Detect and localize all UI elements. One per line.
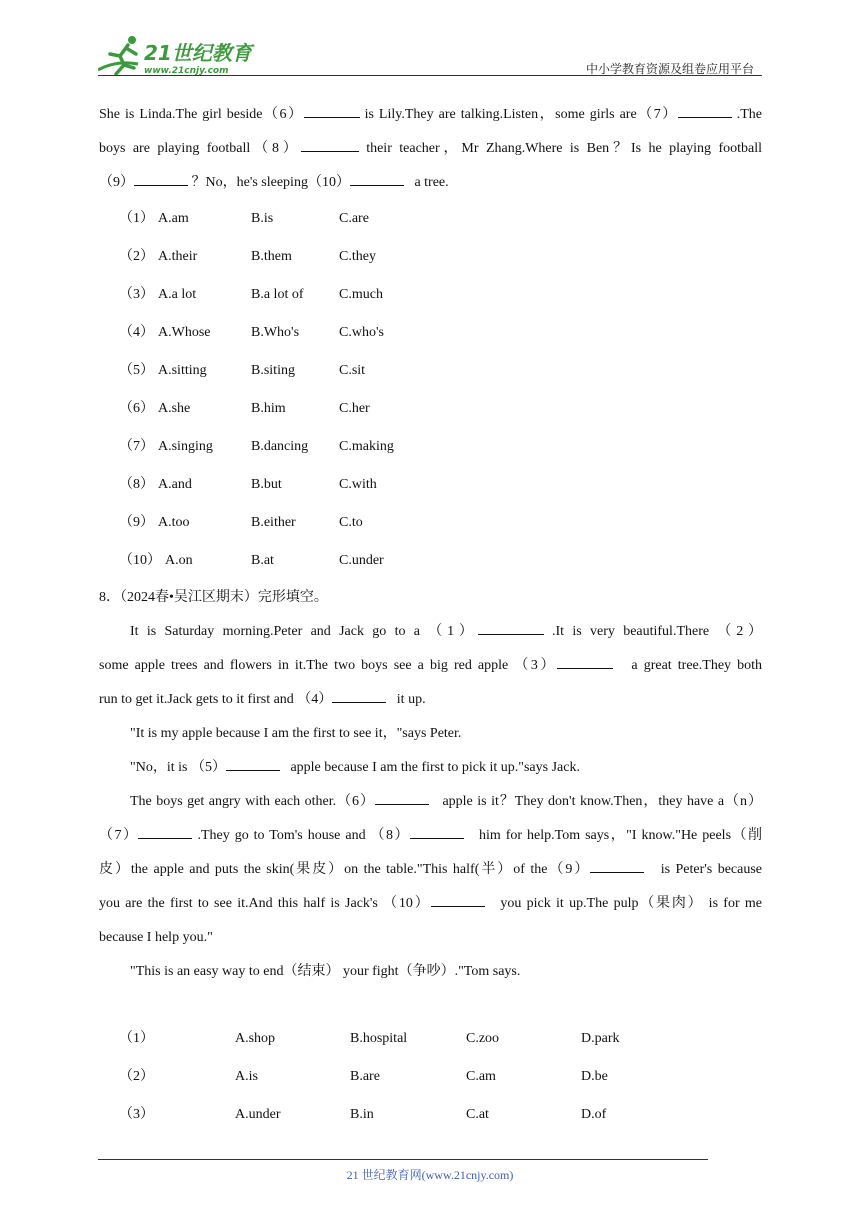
option-b[interactable]: B.him [251, 401, 286, 416]
passage-line [99, 166, 762, 200]
option-b[interactable]: B.Who's [251, 325, 300, 340]
passage-line [99, 853, 762, 887]
answer-blank [375, 790, 429, 805]
option-b[interactable]: B.but [251, 477, 282, 492]
passage-text: ？No，he's sleeping（10） [191, 175, 350, 190]
passage-text: their teacher，Mr Zhang.Where is Ben？Is he playing football [366, 141, 762, 156]
option-number: （3） [119, 1107, 154, 1122]
passage-line [99, 785, 762, 819]
passage-text: （7） [99, 828, 139, 843]
option-a[interactable]: A.their [158, 249, 198, 264]
passage-text: boys are playing football（8） [99, 141, 301, 156]
passage-text: him for help.Tom says，"I know."He peels（削 [478, 828, 762, 843]
passage-line [99, 98, 762, 132]
option-d[interactable]: D.be [581, 1069, 608, 1084]
passage-text: .The [736, 107, 763, 122]
passage-text: It is Saturday morning.Peter and Jack go to a （1） [130, 624, 478, 639]
passage-line [99, 615, 762, 649]
header-divider [98, 75, 762, 76]
option-c[interactable]: C.to [339, 515, 363, 530]
passage-text: The boys get angry with each other.（6） [130, 794, 376, 809]
option-c[interactable]: C.making [339, 439, 394, 454]
option-b[interactable]: B.a lot of [251, 287, 304, 302]
option-d[interactable]: D.park [581, 1031, 620, 1046]
runner-logo-icon [98, 34, 258, 76]
passage-text: you are the first to see it.And this half is Jack's （10） [99, 896, 431, 911]
option-b[interactable]: B.either [251, 515, 296, 530]
option-number: （10） [119, 553, 161, 568]
passage-text: you pick it up.The pulp（果肉） is for me [500, 896, 763, 911]
passage-text: apple is it？They don't know.Then，they have a（n） [442, 794, 763, 809]
option-number: （1） [119, 211, 154, 226]
passage-text: a great tree.They both [631, 658, 763, 673]
option-b[interactable]: B.hospital [350, 1031, 408, 1046]
answer-blank [431, 892, 485, 907]
option-a[interactable]: A.on [165, 553, 193, 568]
option-c[interactable]: C.much [339, 287, 383, 302]
page-header [98, 30, 762, 78]
answer-blank [332, 688, 386, 703]
answer-blank [478, 620, 544, 635]
option-a[interactable]: A.sitting [158, 363, 207, 378]
passage-text: 皮）the apple and puts the skin(果皮）on the table."This half(半）of the（9） [99, 862, 591, 877]
option-c[interactable]: C.zoo [466, 1031, 500, 1046]
passage-text: "No，it is （5） [130, 760, 226, 775]
passage-text: a tree. [414, 175, 449, 190]
passage-line [99, 649, 762, 683]
passage-line: "It is my apple because I am the first to see it，"says Peter. [130, 726, 462, 741]
option-c[interactable]: C.sit [339, 363, 366, 378]
answer-blank [350, 171, 404, 186]
platform-name: 中小学教育资源及组卷应用平台 [585, 62, 754, 76]
answer-blank [301, 137, 359, 152]
passage-line [99, 683, 762, 717]
q7-passage [99, 98, 762, 200]
question-title: 8．（2024春•吴江区期末）完形填空。 [99, 590, 328, 605]
footer-divider [98, 1159, 708, 1160]
footer-link[interactable]: 21 世纪教育网(www.21cnjy.com) [346, 1168, 514, 1182]
passage-text: .They go to Tom's house and （8） [197, 828, 411, 843]
option-number: （4） [119, 325, 154, 340]
answer-blank [226, 756, 280, 771]
option-a[interactable]: A.am [158, 211, 189, 226]
answer-blank [678, 103, 732, 118]
option-a[interactable]: A.a lot [158, 287, 197, 302]
option-b[interactable]: B.dancing [251, 439, 309, 454]
passage-text: is Lily.They are talking.Listen，some girls are（7） [364, 107, 678, 122]
passage-text: （9） [99, 175, 134, 190]
answer-blank [304, 103, 360, 118]
option-b[interactable]: B.are [350, 1069, 380, 1084]
logo-text: 21世纪教育 [144, 41, 252, 65]
option-number: （7） [119, 439, 154, 454]
option-c[interactable]: C.am [466, 1069, 496, 1084]
passage-line: "This is an easy way to end（结束） your fight（争吵）."Tom says. [130, 964, 521, 979]
answer-blank [410, 824, 464, 839]
option-a[interactable]: A.Whose [158, 325, 211, 340]
option-number: （2） [119, 249, 154, 264]
option-a[interactable]: A.she [158, 401, 191, 416]
option-b[interactable]: B.in [350, 1107, 374, 1122]
passage-line [99, 819, 762, 853]
answer-blank [138, 824, 192, 839]
option-a[interactable]: A.under [235, 1107, 281, 1122]
option-a[interactable]: A.is [235, 1069, 258, 1084]
option-b[interactable]: B.siting [251, 363, 295, 378]
option-a[interactable]: A.shop [235, 1031, 276, 1046]
answer-blank [590, 858, 644, 873]
option-b[interactable]: B.them [251, 249, 292, 264]
option-number: （9） [119, 515, 154, 530]
passage-line [99, 887, 762, 921]
logo-url: www.21cnjy.com [144, 66, 229, 76]
option-a[interactable]: A.too [158, 515, 190, 530]
option-c[interactable]: C.they [339, 249, 376, 264]
passage-text: some apple trees and flowers in it.The two boys see a big red apple （3） [99, 658, 558, 673]
option-d[interactable]: D.of [581, 1107, 607, 1122]
option-number: （6） [119, 401, 154, 416]
q8-passage [99, 615, 762, 989]
answer-blank [134, 171, 188, 186]
logo [98, 34, 258, 76]
passage-text: apple because I am the first to pick it up."says Jack. [290, 760, 580, 775]
option-number: （3） [119, 287, 154, 302]
option-c[interactable]: C.at [466, 1107, 489, 1122]
passage-line [99, 132, 762, 166]
passage-line [99, 751, 762, 785]
option-a[interactable]: A.singing [158, 439, 213, 454]
option-b[interactable]: B.at [251, 553, 274, 568]
passage-text: run to get it.Jack gets to it first and （4） [99, 692, 333, 707]
option-number: （8） [119, 477, 154, 492]
answer-blank [557, 654, 613, 669]
passage-text: it up. [396, 692, 426, 707]
passage-text: She is Linda.The girl beside（6） [99, 107, 304, 122]
option-c[interactable]: C.her [339, 401, 370, 416]
option-b[interactable]: B.is [251, 211, 274, 226]
option-c[interactable]: C.who's [339, 325, 384, 340]
option-c[interactable]: C.under [339, 553, 384, 568]
option-number: （1） [119, 1031, 154, 1046]
passage-text: .It is very beautiful.There （2） [552, 624, 763, 639]
option-a[interactable]: A.and [158, 477, 192, 492]
passage-text: is Peter's because [660, 862, 763, 877]
option-number: （2） [119, 1069, 154, 1084]
option-c[interactable]: C.with [339, 477, 377, 492]
option-c[interactable]: C.are [339, 211, 369, 226]
passage-line: because I help you." [99, 930, 213, 945]
option-number: （5） [119, 363, 154, 378]
